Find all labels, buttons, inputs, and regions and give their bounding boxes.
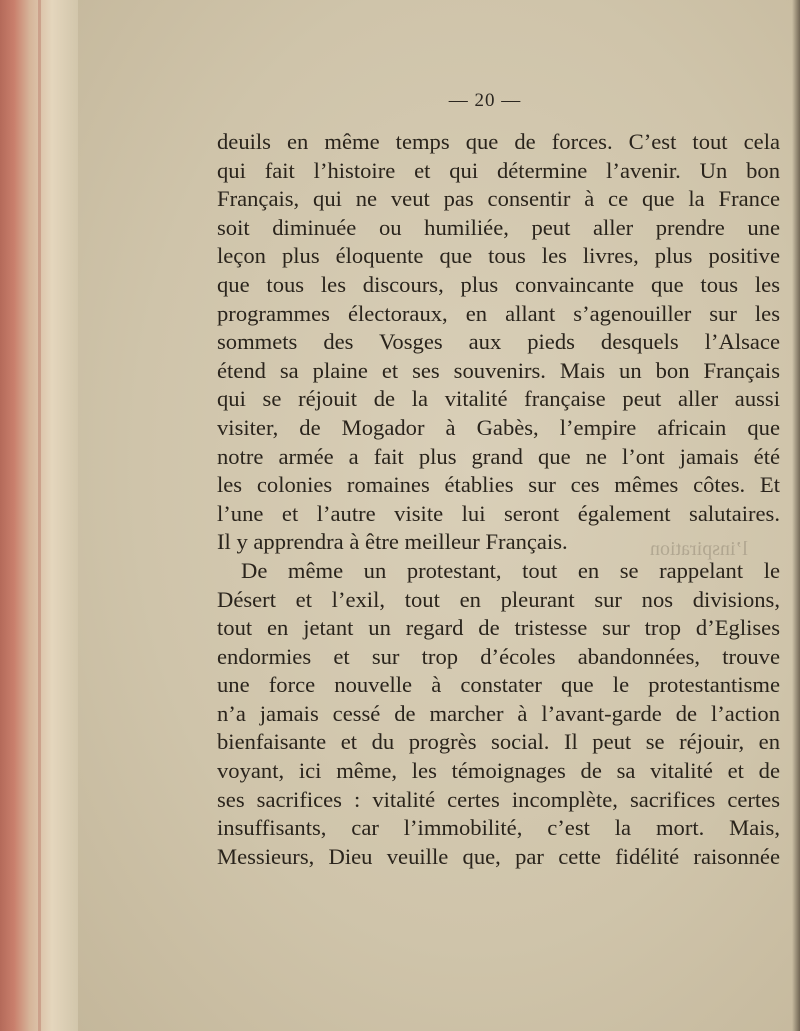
text-line: Messieurs, Dieu veuille que, par cette fidélité raisonnée — [217, 843, 780, 869]
text-line: l’une et l’autre visite lui seront également salutaires. — [217, 500, 780, 526]
text-line: qui se réjouit de la vitalité française peut aller aussi — [217, 386, 780, 412]
book-page-edge — [0, 0, 78, 1031]
page-number: — 20 — — [448, 90, 522, 111]
text-line: insuffisants, car l’immobilité, c’est la mort. Mais, — [217, 815, 780, 841]
text-line: De même un protestant, tout en se rappelant le — [241, 557, 780, 583]
show-through-text: l’inspiration — [650, 538, 748, 560]
text-line: tout en jetant un regard de tristesse sur trop d’Eglises — [217, 615, 780, 641]
text-line: les colonies romaines établies sur ces mêmes côtes. Et — [217, 472, 780, 498]
text-line: Il y apprendra à être meilleur Français. — [217, 529, 568, 555]
text-line: bienfaisante et du progrès social. Il peut se réjouir, en — [217, 729, 780, 755]
text-line: Français, qui ne veut pas consentir à ce que la France — [217, 186, 780, 212]
text-line: qui fait l’histoire et qui détermine l’avenir. Un bon — [217, 157, 780, 183]
text-line: notre armée a fait plus grand que ne l’ont jamais été — [217, 443, 780, 469]
text-line: visiter, de Mogador à Gabès, l’empire africain que — [217, 414, 780, 440]
text-line: soit diminuée ou humiliée, peut aller prendre une — [217, 214, 780, 240]
text-line: Désert et l’exil, tout en pleurant sur nos divisions, — [217, 586, 780, 612]
text-line: voyant, ici même, les témoignages de sa vitalité et de — [217, 758, 780, 784]
text-line: n’a jamais cessé de marcher à l’avant-garde de l’action — [217, 700, 780, 726]
binding-shadow — [792, 0, 800, 1031]
text-line: programmes électoraux, en allant s’agenouiller sur les — [217, 300, 780, 326]
text-line: endormies et sur trop d’écoles abandonnées, trouve — [217, 643, 780, 669]
text-line: étend sa plaine et ses souvenirs. Mais un bon Français — [217, 357, 780, 383]
text-line: deuils en même temps que de forces. C’est tout cela — [217, 129, 780, 154]
text-line: ses sacrifices : vitalité certes incomplète, sacrifices certes — [217, 786, 780, 812]
page-edge-rule — [38, 0, 41, 1031]
text-line: que tous les discours, plus convaincante que tous les — [217, 271, 780, 297]
text-line: leçon plus éloquente que tous les livres, plus positive — [217, 243, 780, 269]
text-line: une force nouvelle à constater que le protestantisme — [217, 672, 780, 698]
text-line: sommets des Vosges aux pieds desquels l’Alsace — [217, 329, 780, 355]
body-text — [217, 128, 780, 871]
